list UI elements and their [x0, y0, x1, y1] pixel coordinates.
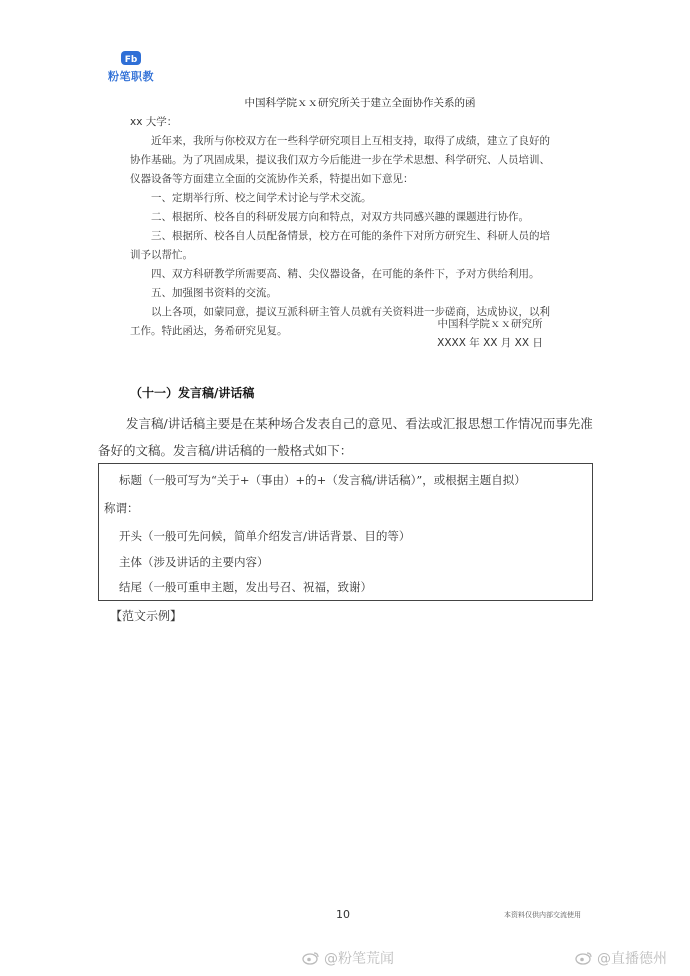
weibo-icon	[302, 951, 320, 965]
letter-line: 近年来，我所与你校双方在一些科学研究项目上互相支持，取得了成绩，建立了良好的	[151, 135, 550, 147]
letter-line: 训予以帮忙。	[130, 249, 193, 261]
watermark-right	[575, 948, 667, 968]
signature-org: 中国科学院ｘｘ研究所	[437, 318, 543, 330]
letter-signature	[420, 315, 560, 353]
letter-line: 仪器设备等方面建立全面的交流协作关系，特提出如下意见：	[130, 173, 414, 185]
letter-line: 二、根据所、校各自的科研发展方向和特点，对双方共同感兴趣的课题进行协作。	[151, 211, 529, 223]
letter-body	[130, 132, 590, 341]
section-intro: 发言稿/讲话稿主要是在某种场合发表自己的意见、看法或汇报思想工作情况而事先准备好的文稿。发言稿/讲话稿的一般格式如下：	[98, 416, 593, 458]
format-ending-line: 结尾（一般可重申主题，发出号召、祝福，致谢）	[119, 580, 372, 594]
brand-logo	[104, 50, 158, 84]
format-box	[98, 463, 593, 601]
fb-logo-icon	[120, 50, 142, 66]
letter-line: 以上各项，如蒙同意，提议互派科研主管人员就有关资料进一步磋商，达成协议，以利	[151, 306, 550, 318]
brand-text: 粉笔职教	[108, 70, 154, 83]
page-number: 10	[336, 908, 350, 921]
letter-line: 四、双方科研教学所需要高、精、尖仪器设备，在可能的条件下，予对方供给利用。	[151, 268, 540, 280]
letter-line: 协作基础。为了巩固成果，提议我们双方今后能进一步在学术思想、科学研究、人员培训、	[130, 154, 550, 166]
example-label: 【范文示例】	[110, 609, 183, 623]
format-body-line: 主体（涉及讲话的主要内容）	[119, 555, 269, 569]
format-title-line: 标题（一般可写为“关于+（事由）+的+（发言稿/讲话稿）”，或根据主题自拟）	[119, 473, 526, 487]
svg-text:Fb: Fb	[124, 55, 138, 65]
watermark-right-text: @直播德州	[597, 951, 667, 967]
format-opening-line: 开头（一般可先问候，简单介绍发言/讲话背景、目的等）	[119, 529, 411, 543]
letter-line: 一、定期举行所、校之间学术讨论与学术交流。	[151, 192, 372, 204]
letter-title: 中国科学院ｘｘ研究所关于建立全面协作关系的函	[244, 97, 476, 109]
letter-line: 工作。特此函达，务希研究见复。	[130, 325, 288, 337]
letter-line: 三、根据所、校各自人员配备情景，校方在可能的条件下对所方研究生、科研人员的培	[151, 230, 550, 242]
format-salutation-line: 称谓：	[104, 501, 139, 515]
footer-note: 本资料仅供内部交流使用	[504, 911, 581, 919]
watermark-left	[302, 948, 394, 968]
letter-salutation: xx 大学：	[130, 116, 178, 128]
weibo-icon	[575, 951, 593, 965]
letter-line: 五、加强图书资料的交流。	[151, 287, 277, 299]
signature-date: XXXX 年 XX 月 XX 日	[437, 337, 543, 349]
section-heading: （十一）发言稿/讲话稿	[130, 386, 255, 400]
watermark-left-text: @粉笔荒闻	[324, 951, 394, 967]
